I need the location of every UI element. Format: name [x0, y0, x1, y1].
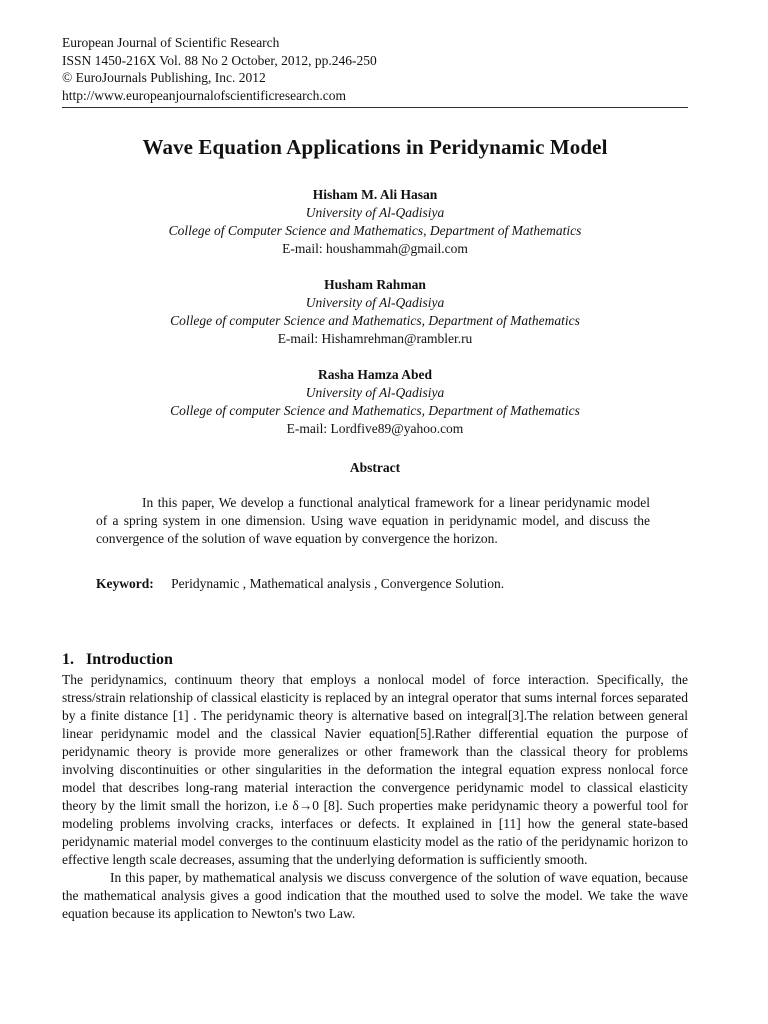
author-name: Hisham M. Ali Hasan: [312, 187, 438, 202]
author-department: College of computer Science and Mathematics, Department of Mathematics: [170, 403, 580, 418]
author-block: [62, 366, 688, 438]
abstract-heading: Abstract: [349, 460, 401, 475]
keywords-text: Peridynamic , Mathematical analysis , Convergence Solution.: [171, 576, 505, 591]
section-number: 1.: [62, 651, 74, 668]
introduction-body: [62, 671, 688, 923]
author-department: College of Computer Science and Mathematics, Department of Mathematics: [168, 223, 582, 238]
author-name: Husham Rahman: [324, 277, 426, 292]
abstract-text: In this paper, We develop a functional analytical framework for a linear peridynamic model of a spring system in one dimension. Using wave equation in peridynamic model, and discuss the convergence of the solution of wave equation by convergence the horizon.: [96, 495, 650, 546]
journal-issn: ISSN 1450-216X Vol. 88 No 2 October, 2012, pp.246-250: [62, 52, 377, 68]
author-block: [62, 276, 688, 348]
author-department: College of computer Science and Mathematics, Department of Mathematics: [170, 313, 580, 328]
body-paragraph: In this paper, by mathematical analysis we discuss convergence of the solution of wave equation, because the mathematical analysis gives a good indication that the mouthed used to solve the model. We take the wave equation because its application to Newton's two Law.: [62, 870, 688, 921]
journal-url: http://www.europeanjournalofscientificresearch.com: [62, 87, 347, 103]
paper-title: Wave Equation Applications in Peridynamic Model: [142, 135, 608, 159]
keywords-label: Keyword:: [96, 576, 154, 591]
journal-publisher: © EuroJournals Publishing, Inc. 2012: [62, 70, 266, 85]
author-university: University of Al-Qadisiya: [305, 205, 445, 220]
author-university: University of Al-Qadisiya: [305, 385, 445, 400]
author-email: E-mail: Hishamrehman@rambler.ru: [277, 331, 473, 346]
section-title: Introduction: [86, 651, 173, 668]
body-paragraph: The peridynamics, continuum theory that employs a nonlocal model of force interaction. Specifically, the stress/strain relationship of classical elasticity is replaced by an integral operator that sums internal forces separated by a finite distance [1] . The peridynamic theory is alternative based on integral[3].The relation between general linear peridynamic model and the classical Navier equation[5].Rather differential equation the purpose of peridynamic theory is provide more generalizes or other framework than the classical theory for problems involving discontinuities or other singularities in the deformation the integral equation express nonlocal force model that describes long-rang material interaction the convergence peridynamic model to classical elasticity theory by the limit small the horizon, i.e δ→0 [8]. Such properties make peridynamic theory a powerful tool for modeling problems involving cracks, interfaces or defects. It explained in [11] how the general state-based peridynamic material model converges to the continuum elasticity model as the ratio of the peridynamic horizon to effective length scale decreases, assuming that the underlying deformation is sufficiently smooth.: [62, 672, 688, 867]
author-list: [62, 186, 688, 438]
keywords: [96, 576, 688, 592]
header-divider: [62, 107, 688, 108]
author-email: E-mail: houshammah@gmail.com: [282, 241, 468, 256]
paper-page: [62, 34, 688, 921]
author-email: E-mail: Lordfive89@yahoo.com: [286, 421, 464, 436]
section-heading-introduction: [62, 651, 173, 669]
author-block: [62, 186, 688, 258]
author-university: University of Al-Qadisiya: [305, 295, 445, 310]
author-name: Rasha Hamza Abed: [317, 367, 432, 382]
journal-name: European Journal of Scientific Research: [62, 35, 280, 50]
journal-header: [62, 34, 688, 104]
